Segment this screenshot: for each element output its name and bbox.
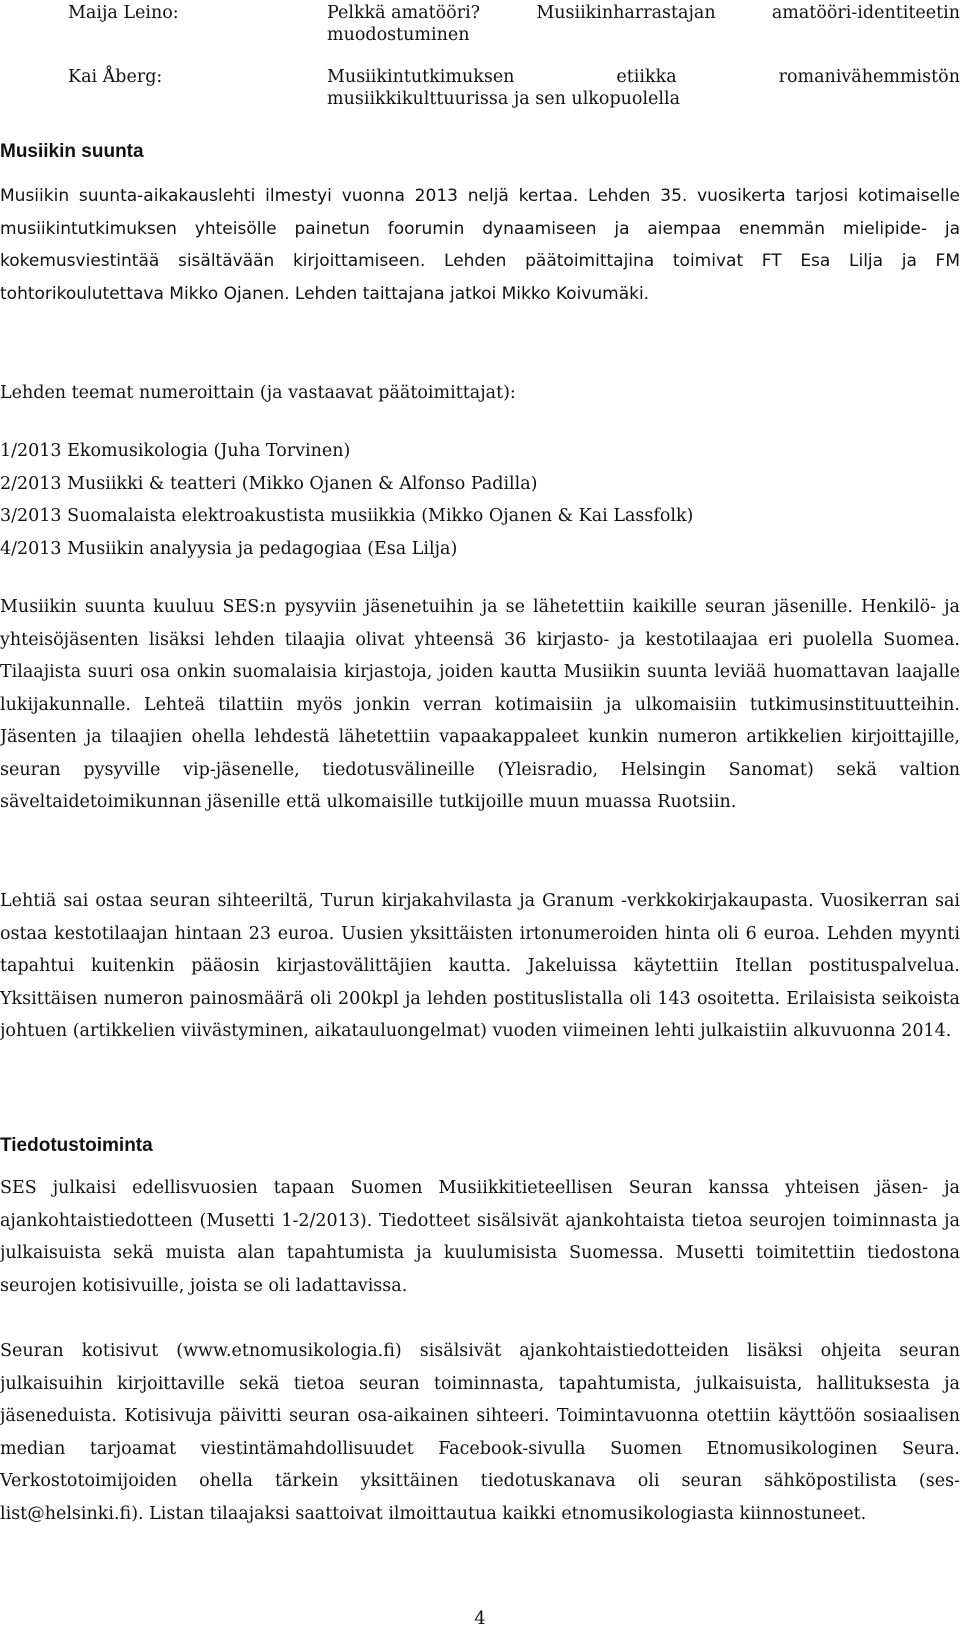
- paragraph-website: Seuran kotisivut (www.etnomusikologia.fi) sisälsivät ajankohtaistiedotteiden lisäksi ohjeita seuran julkaisuihin kirjoittaville sekä tietoa seuran toiminnasta, tapahtumista, julkaisuista, hallituksesta ja jäseneduista. Kotisivuja päivitti seuran osa-aikainen sihteeri. Toimintavuonna otettiin käyttöön sosiaalisen median tarjoamat viestintämahdollisuudet Facebook-sivulla Suomen Etnomusikologinen Seura. Verkostotoimijoiden ohella tärkein yksittäinen tiedotuskanava oli seuran sähköpostilista (ses-list@helsinki.fi). Listan tilaajaksi saattoivat ilmoittautua kaikki etnomusikologiasta kiinnostuneet.: [0, 1341, 960, 1524]
- paragraph-intro: Musiikin suunta-aikakauslehti ilmestyi vuonna 2013 neljä kertaa. Lehden 35. vuosikerta tarjosi kotimaiselle musiikintutkimuksen yhteisölle painetun foorumin dynaamiseen ja aiempaa enemmän mielipide- ja kokemusviestintää sisältävään kirjoittamiseen. Lehden päätoimittajina toimivat FT Esa Lilja ja FM tohtorikoulutettava Mikko Ojanen. Lehden taittajana jatkoi Mikko Koivumäki.: [0, 186, 960, 304]
- title-part: Musiikintutkimuksen: [327, 67, 515, 87]
- contributor-name: Kai Åberg:: [68, 67, 163, 87]
- themes-intro: Lehden teemat numeroittain (ja vastaavat päätoimittajat):: [0, 383, 516, 403]
- title-part: amatööri-identiteetin: [771, 3, 960, 23]
- theme-item: 3/2013 Suomalaista elektroakustista musiikkia (Mikko Ojanen & Kai Lassfolk): [0, 506, 694, 526]
- paragraph-distribution: Musiikin suunta kuuluu SES:n pysyviin jäsenetuihin ja se lähetettiin kaikille seuran jäsenille. Henkilö- ja yhteisöjäsenten lisäksi lehden tilaajia olivat yhteensä 36 kirjasto- ja kestotilaajaa eri puolella Suomea. Tilaajista suuri osa onkin suomalaisia kirjastoja, joiden kautta Musiikin suunta leviää huomattavan laajalle lukijakunnalle. Lehteä tilattiin myös jonkin verran kotimaisiin ja ulkomaisiin tutkimusinstituutteihin. Jäsenten ja tilaajien ohella lehdestä lähetettiin vapaakappaleet kunkin numeron artikkelien kirjoittajille, seuran pysyville vip-jäsenelle, tiedotusvälineille (Yleisradio, Helsingin Sanomat) sekä valtion säveltaidetoimikunnan jäsenille että ulkomaisille tutkijoille muun muassa Ruotsiin.: [0, 597, 960, 812]
- theme-item: 4/2013 Musiikin analyysia ja pedagogiaa (Esa Lilja): [0, 538, 458, 559]
- title-part: etiikka: [616, 67, 677, 87]
- contributor-title: [327, 2, 960, 46]
- contributor-title-line1: [327, 66, 960, 88]
- section-heading: Tiedotustoiminta: [0, 1135, 153, 1156]
- title-part: Musiikinharrastajan: [536, 3, 716, 23]
- contributor-title-line1: [327, 2, 960, 24]
- contributor-title-line2: muodostuminen: [327, 25, 470, 45]
- section-heading: Musiikin suunta: [0, 141, 144, 162]
- themes-list: [0, 435, 960, 565]
- theme-item: 1/2013 Ekomusikologia (Juha Torvinen): [0, 441, 351, 461]
- paragraph-bulletin: SES julkaisi edellisvuosien tapaan Suomen Musiikkitieteellisen Seuran kanssa yhteisen jäsen- ja ajankohtaistiedotteen (Musetti 1-2/2013). Tiedotteet sisälsivät ajankohtaista tietoa seurojen toiminnasta ja julkaisuista sekä muista alan tapahtumista ja kuulumisista Suomessa. Musetti toimitettiin tiedostona seurojen kotisivuille, joista se oli ladattavissa.: [0, 1178, 960, 1296]
- theme-item: 2/2013 Musiikki & teatteri (Mikko Ojanen & Alfonso Padilla): [0, 473, 538, 494]
- contributor-title-line2: musiikkikulttuurissa ja sen ulkopuolella: [327, 89, 681, 109]
- contributor-name: Maija Leino:: [68, 3, 179, 23]
- title-part: Pelkkä amatööri?: [327, 3, 481, 23]
- paragraph-sales: Lehtiä sai ostaa seuran sihteeriltä, Turun kirjakahvilasta ja Granum -verkkokirjakaupasta. Vuosikerran sai ostaa kestotilaajan hintaan 23 euroa. Uusien yksittäisten irtonumeroiden hinta oli 6 euroa. Lehden myynti tapahtui kuitenkin pääosin kirjastovälittäjien kautta. Jakeluissa käytettiin Itellan postituspalvelua. Yksittäisen numeron painosmäärä oli 200kpl ja lehden postituslistalla oli 143 osoitetta. Erilaisista seikoista johtuen (artikkelien viivästyminen, aikatauluongelmat) vuoden viimeinen lehti julkaistiin alkuvuonna 2014.: [0, 891, 960, 1041]
- contributor-title: [327, 66, 960, 110]
- page-number: 4: [474, 1608, 486, 1629]
- title-part: romanivähemmistön: [778, 67, 960, 87]
